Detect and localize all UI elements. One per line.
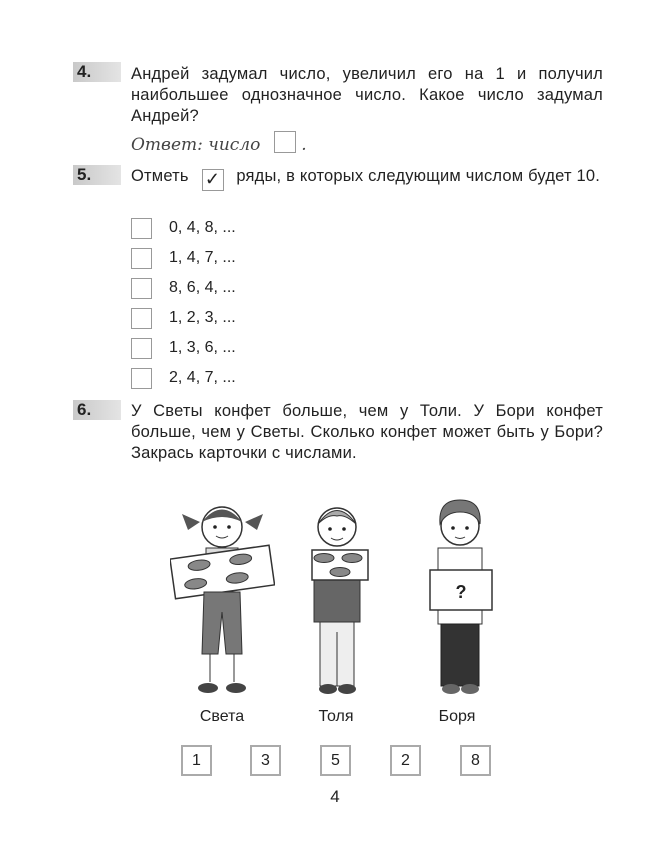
option-row [131,306,236,330]
option-checkbox[interactable] [131,278,152,299]
question-card: ? [455,582,467,602]
number-card[interactable]: 5 [320,745,351,776]
task-6-number: 6. [73,400,121,420]
option-checkbox[interactable] [131,368,152,389]
option-row [131,276,236,300]
option-label: 8, 6, 4, ... [169,279,236,296]
number-card[interactable]: 3 [250,745,281,776]
answer-box[interactable] [274,131,296,153]
task-5-text-after: ряды, в которых следующим числом будет 10. [236,167,601,185]
option-row [131,246,236,270]
page-number: 4 [330,787,340,806]
number-card[interactable]: 8 [460,745,491,776]
option-checkbox[interactable] [131,248,152,269]
borya-illustration [420,492,500,702]
option-row [131,336,236,360]
option-checkbox[interactable] [131,308,152,329]
number-card[interactable]: 2 [390,745,421,776]
sveta-illustration [170,492,275,702]
task-5-text-before: Отметь [131,167,189,185]
option-checkbox[interactable] [131,218,152,239]
option-row [131,216,236,240]
task-4-text: Андрей задумал число, увеличил его на 1 и получил наибольшее однозначное число. Какое число задумал Андрей? [131,65,603,125]
answer-label: Ответ: число [131,135,261,155]
task-4-answer [131,131,307,155]
task-4-number: 4. [73,62,121,82]
option-checkbox[interactable] [131,338,152,359]
option-row [131,366,236,390]
option-label: 1, 3, 6, ... [169,339,236,356]
option-label: 2, 4, 7, ... [169,369,236,386]
option-label: 1, 4, 7, ... [169,249,236,266]
option-label: 1, 2, 3, ... [169,309,236,326]
task-5-text [131,166,603,191]
number-card[interactable]: 1 [181,745,212,776]
child-name-sveta: Света [199,708,245,725]
child-name-borya: Боря [438,708,476,725]
child-name-tolya: Толя [318,708,354,725]
answer-period: . [301,135,307,155]
tolya-illustration [300,492,375,702]
option-label: 0, 4, 8, ... [169,219,236,236]
task-5-number: 5. [73,165,121,185]
task-6-text: У Светы конфет больше, чем у Толи. У Бори конфет больше, чем у Светы. Сколько конфет может быть у Бори? Закрась карточки с числами. [131,402,603,462]
check-mark-icon: ✓ [202,169,224,191]
